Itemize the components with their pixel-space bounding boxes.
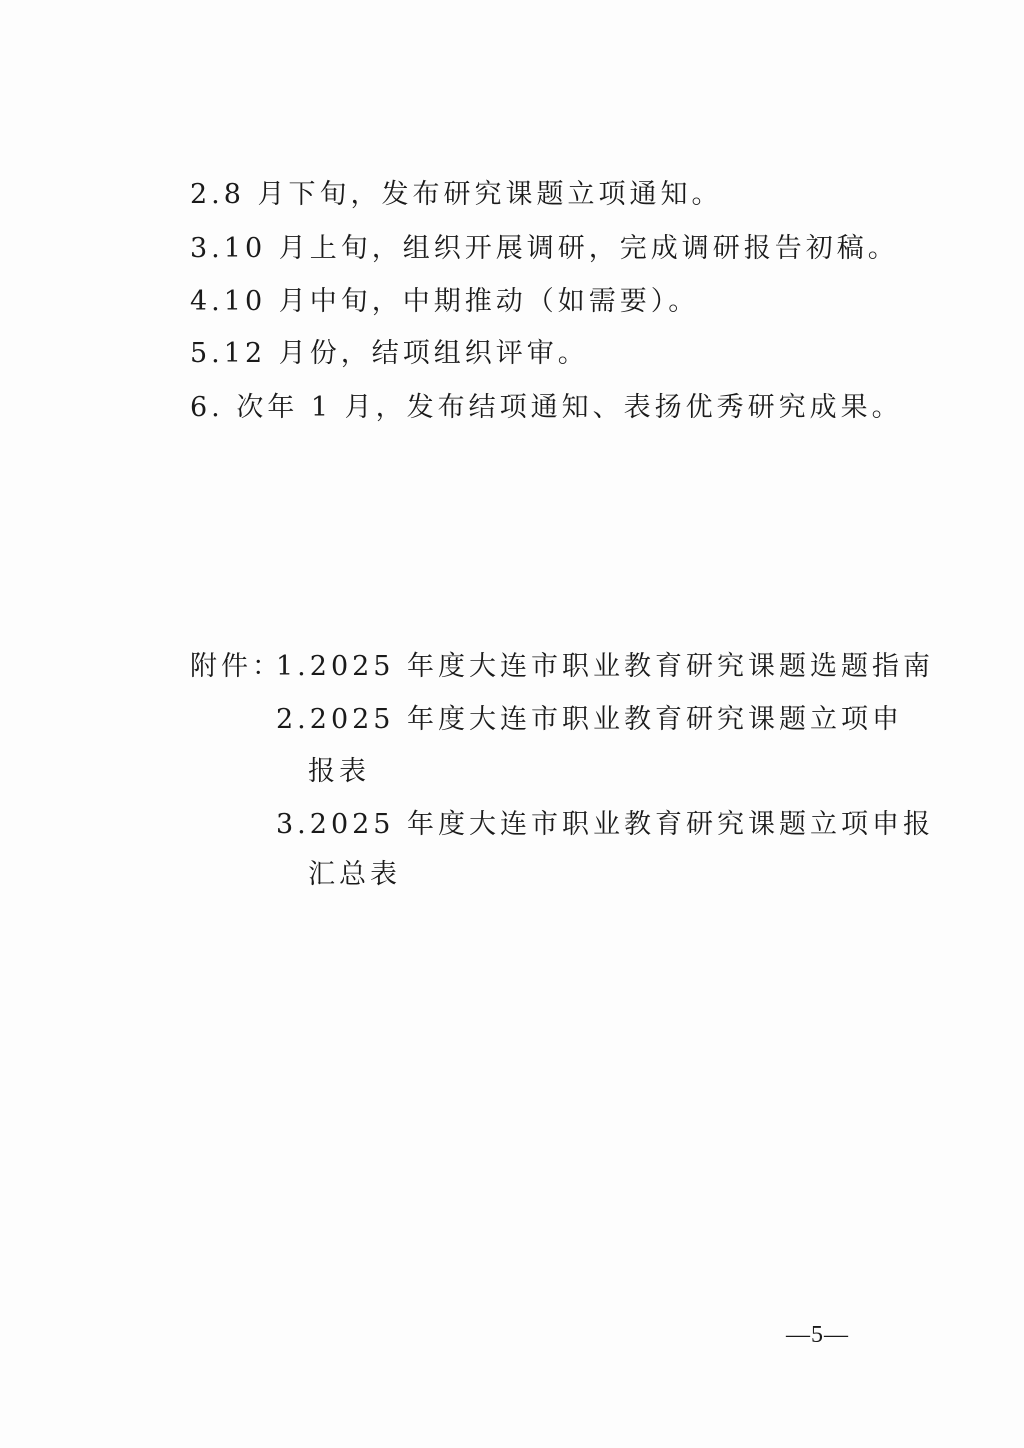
attachment-item-3: 3.2025 年度大连市职业教育研究课题立项申报 bbox=[276, 809, 935, 840]
attachment-item-2-continued: 报表 bbox=[308, 756, 370, 787]
schedule-item-5: 5.12 月份，结项组织评审。 bbox=[190, 338, 589, 369]
attachment-item-1: 1.2025 年度大连市职业教育研究课题选题指南 bbox=[276, 651, 935, 682]
attachment-item-2: 2.2025 年度大连市职业教育研究课题立项申 bbox=[276, 704, 904, 735]
attachment-item-3-continued: 汇总表 bbox=[308, 859, 401, 890]
schedule-item-3: 3.10 月上旬，组织开展调研，完成调研报告初稿。 bbox=[190, 233, 899, 264]
schedule-item-4: 4.10 月中旬，中期推动（如需要）。 bbox=[190, 286, 700, 317]
schedule-item-2: 2.8 月下旬，发布研究课题立项通知。 bbox=[190, 179, 723, 210]
schedule-item-6: 6. 次年 1 月，发布结项通知、表扬优秀研究成果。 bbox=[190, 392, 903, 423]
attachments-label: 附件： bbox=[190, 651, 283, 682]
page-number: —5— bbox=[786, 1322, 849, 1348]
